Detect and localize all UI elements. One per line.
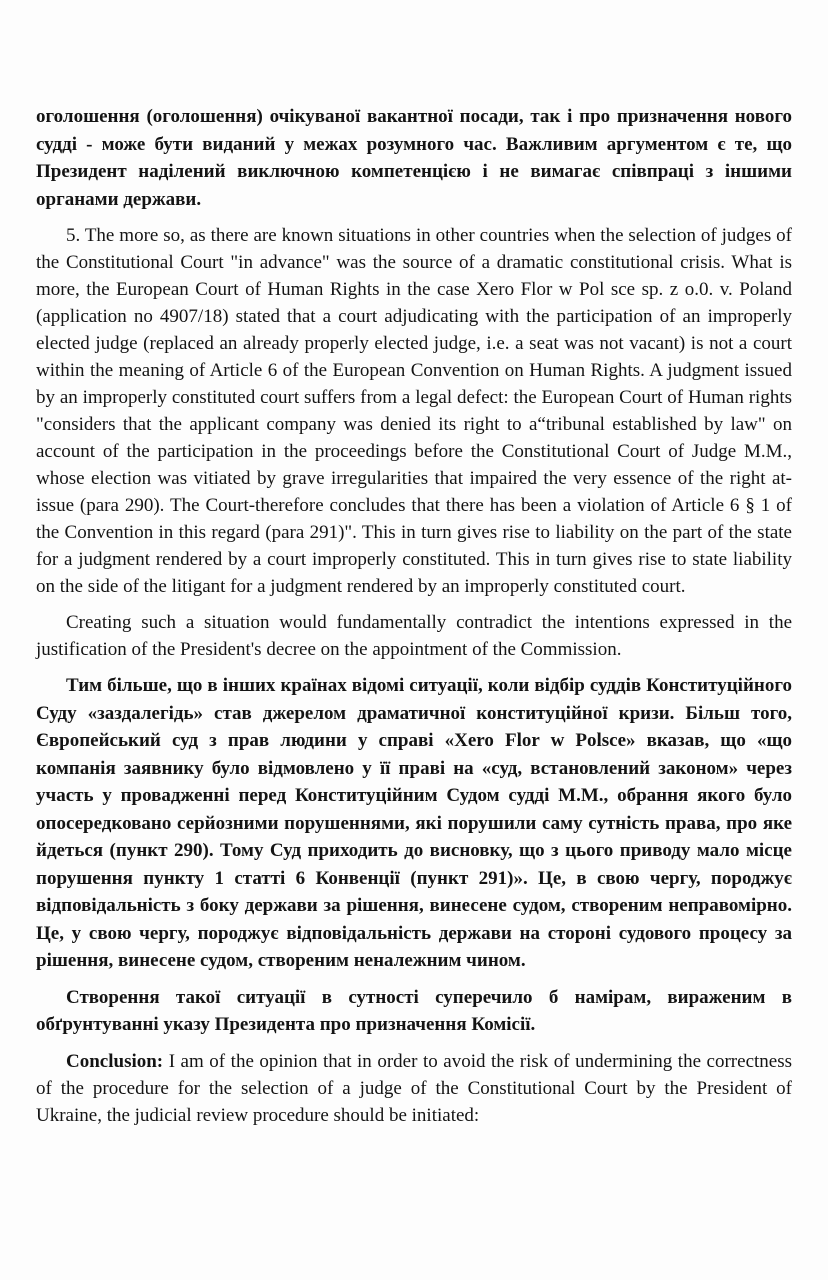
conclusion-label: Conclusion: <box>66 1050 164 1072</box>
paragraph-uk-tym-bilshe: Тим більше, що в інших країнах відомі ситуації, коли відбір суддів Конституційного Суду «заздалегідь» став джерелом драматичної конституційної кризи. Більш того, Європейський суд з прав людини у справі «Xero Flor w Polsce» вказав, що «що компанія заявнику було відмовлено у її праві на «суд, встановлений законом» через участь у провадженні перед Конституційним Судом судді М.М., обрання якого було опосередковано серйозними порушеннями, які порушили саму сутність права, про яке йдеться (пункт 290). Тому Суд приходить до висновку, що з цього приводу мало місце порушення пункту 1 статті 6 Конвенції (пункт 291)». Це, в свою чергу, породжує відповідальність з боку держави за рішення, винесене судом, створеним неправомірно. Це, у свою чергу, породжує відповідальність держави на стороні судового процесу за рішення, винесене судом, створеним неналежним чином. <box>36 675 792 971</box>
paragraph-conclusion <box>36 1048 792 1129</box>
paragraph-en-point-5: 5. The more so, as there are known situations in other countries when the selection of judges of the Constitutional Court "in advance" was the source of a dramatic constitutional crisis. What is more, the European Court of Human Rights in the case Xero Flor w Pol sce sp. z o.0. v. Poland (application no 4907/18) stated that a court adjudicating with the participation of an improperly elected judge (replaced an already properly elected judge, i.e. a seat was not vacant) is not a court within the meaning of Article 6 of the European Convention on Human Rights. A judgment issued by an improperly constituted court suffers from a legal defect: the European Court of Human rights "considers that the applicant company was denied its right to a“tribunal established by law" on account of the participation in the proceedings before the Constitutional Court of Judge M.M., whose election was vitiated by grave irregularities that impaired the very essence of the right at-issue (para 290). The Court-therefore concludes that there has been a violation of Article 6 § 1 of the Convention in this regard (para 291)". This in turn gives rise to liability on the part of the state for a judgment rendered by a court improperly constituted. This in turn gives rise to state liability on the side of the litigant for a judgment rendered by an improperly constituted court. <box>36 225 792 597</box>
conclusion-text: I am of the opinion that in order to avoid the risk of undermining the correctness of the procedure for the selection of a judge of the Constitutional Court by the President of Ukraine, the judicial review procedure should be initiated: <box>36 1050 792 1126</box>
paragraph-uk-stvorennia: Створення такої ситуації в сутності суперечило б намірам, вираженим в обґрунтуванні указу Президента про призначення Комісії. <box>36 986 792 1035</box>
paragraph-en-creating-situation: Creating such a situation would fundamentally contradict the intentions expressed in the justification of the President's decree on the appointment of the Commission. <box>36 612 792 660</box>
paragraph-uk-continuation: оголошення (оголошення) очікуваної вакантної посади, так і про призначення нового судді - може бути виданий у межах розумного час. Важливим аргументом є те, що Президент наділений виключною компетенцією і не вимагає співпраці з іншими органами держави. <box>36 106 792 210</box>
